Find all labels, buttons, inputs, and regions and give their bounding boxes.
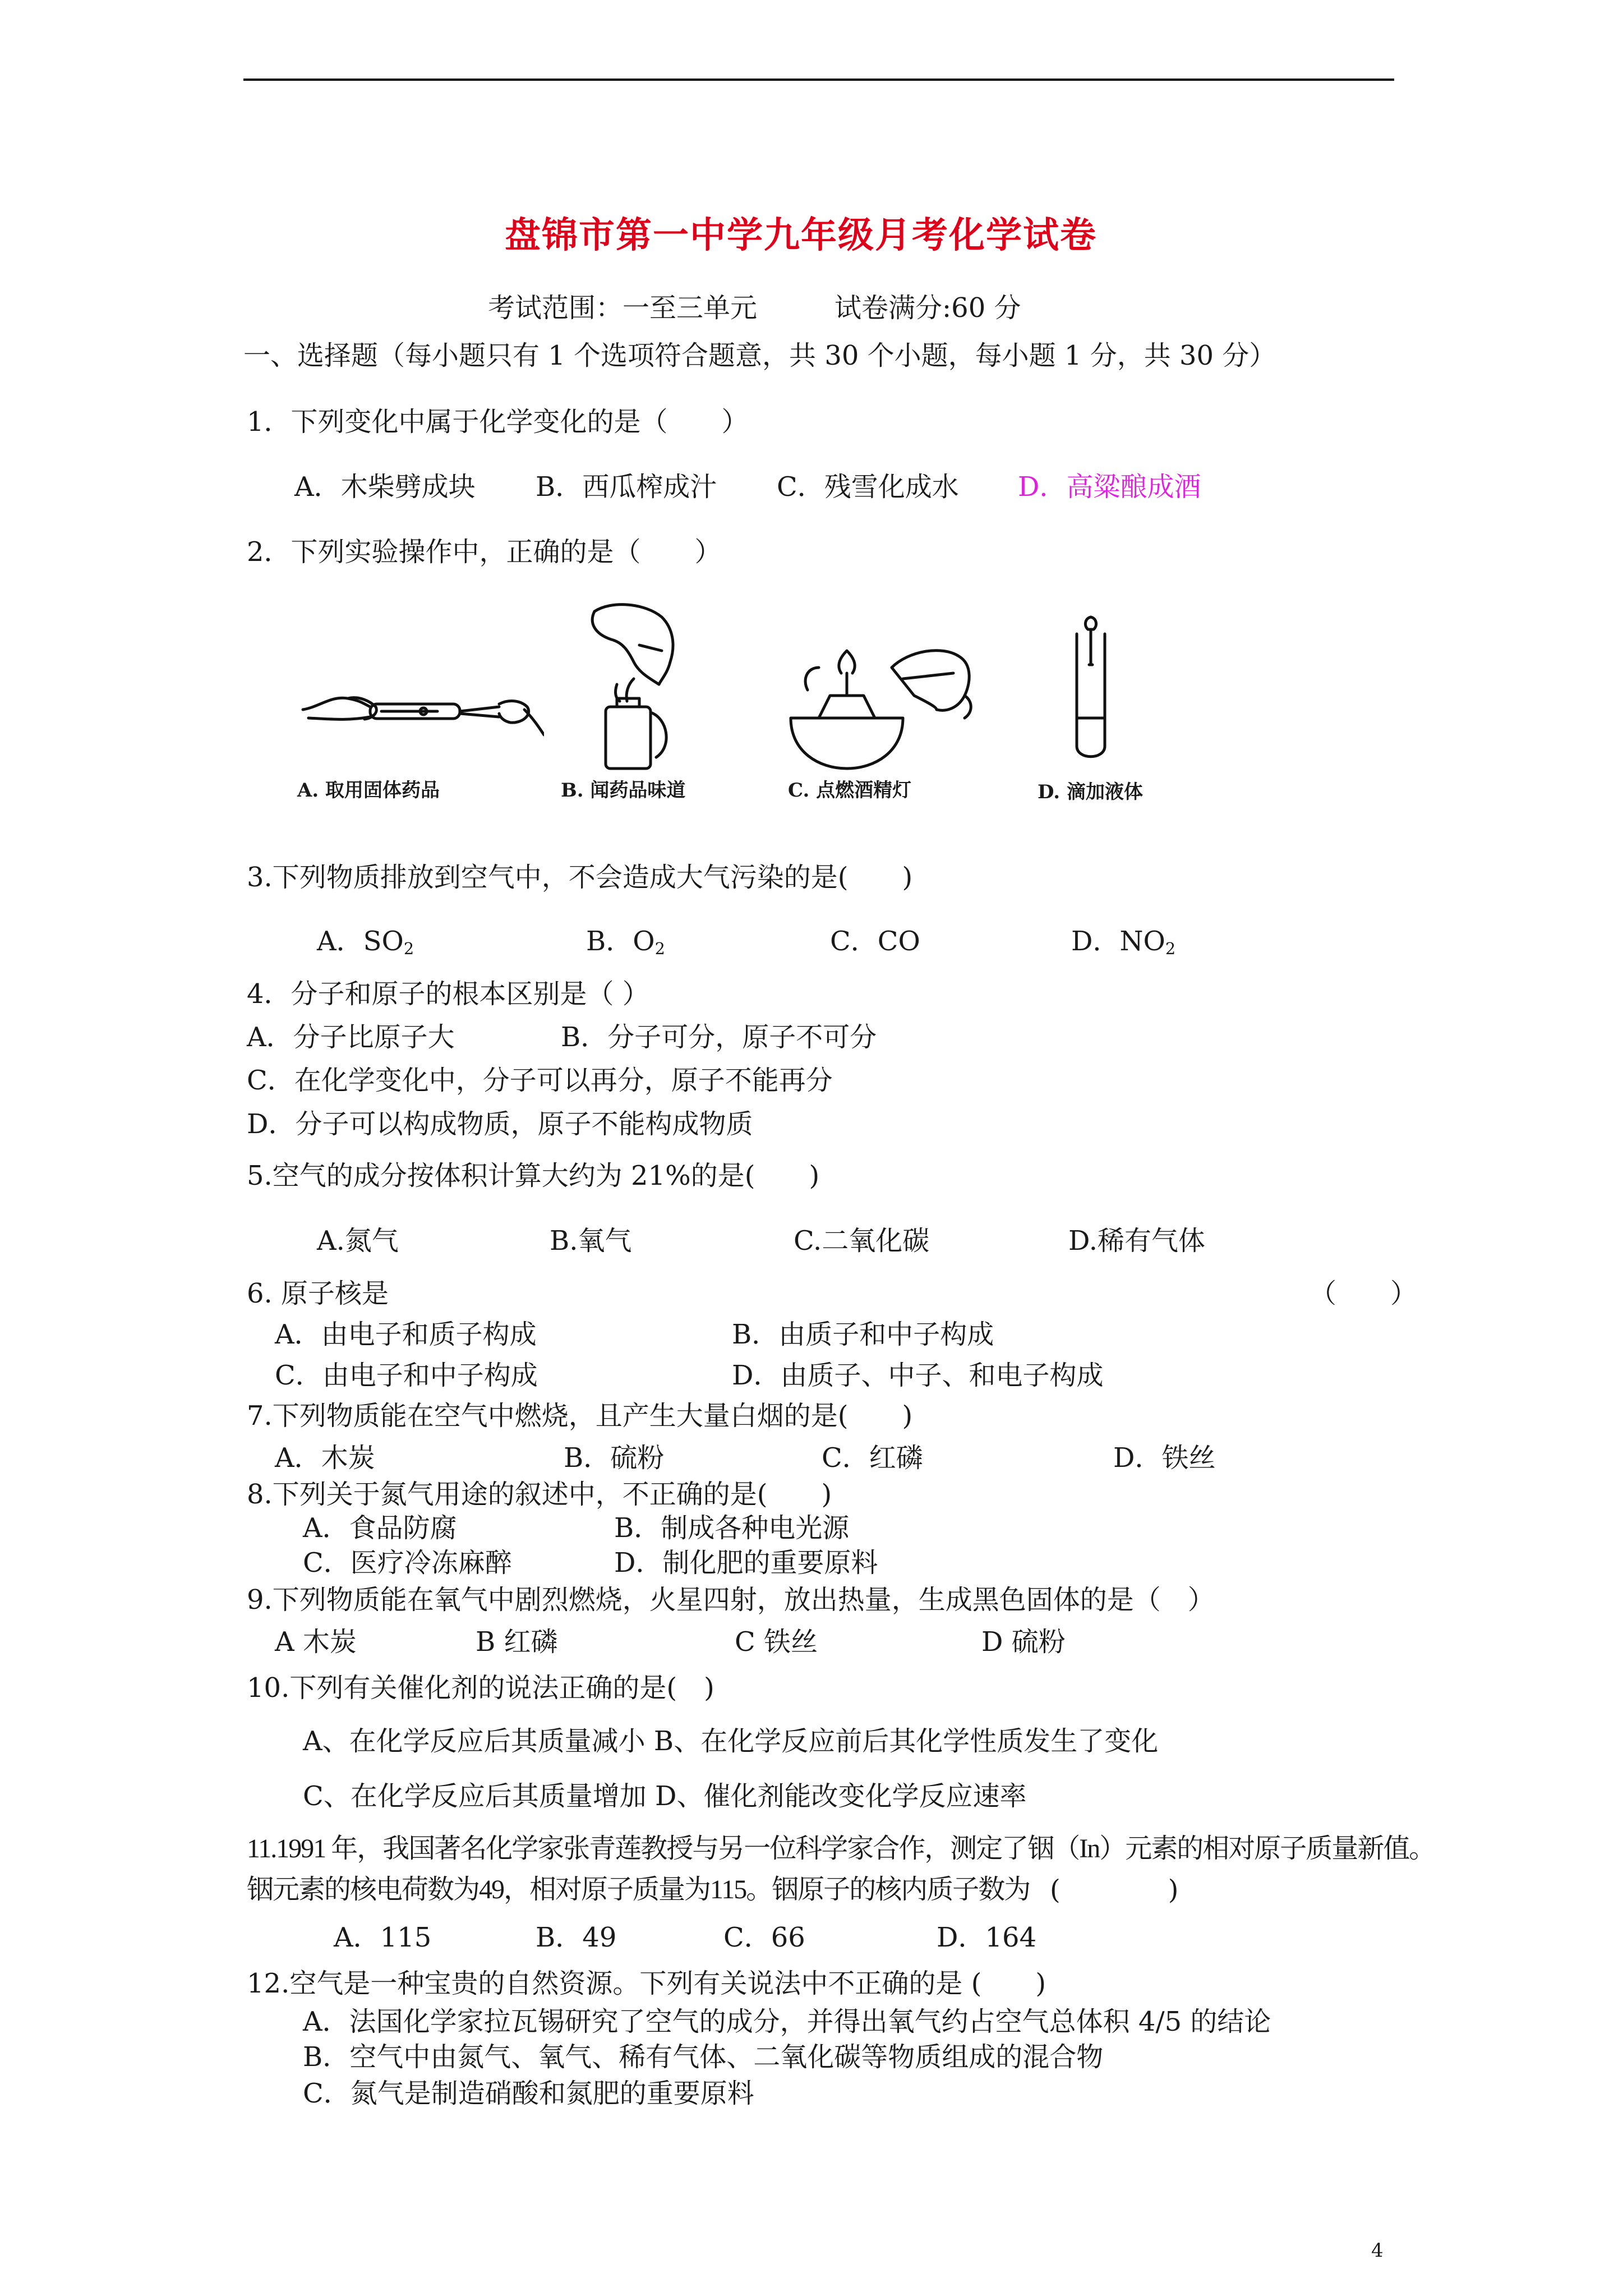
question-12-option-c: C．氮气是制造硝酸和氮肥的重要原料	[303, 2078, 754, 2109]
question-11-option-d: D．164	[937, 1922, 1037, 1953]
question-9-stem: 9.下列物质能在氧气中剧烈燃烧，火星四射，放出热量，生成黑色固体的是（ ）	[247, 1584, 1215, 1616]
question-4-option-b: B．分子可分，原子不可分	[561, 1022, 877, 1053]
question-10-options-ab: A、在化学反应后其质量减小 B、在化学反应前后其化学性质发生了变化	[303, 1726, 1159, 1757]
question-8-option-d: D．制化肥的重要原料	[614, 1547, 878, 1579]
question-12-option-a: A．法国化学家拉瓦锡研究了空气的成分，并得出氧气约占空气总体积 4/5 的结论	[303, 2006, 1271, 2037]
question-5-option-a: A.氮气	[317, 1225, 399, 1257]
question-12-stem: 12.空气是一种宝贵的自然资源。下列有关说法中不正确的是 ( )	[247, 1968, 1046, 1999]
alcohol-lamp-icon	[780, 634, 981, 774]
question-6-option-d: D．由质子、中子、和电子构成	[732, 1360, 1104, 1391]
question-3-option-b: B．$O_2$	[586, 926, 665, 959]
question-12-option-b: B．空气中由氮气、氧气、稀有气体、二氧化碳等物质组成的混合物	[303, 2041, 1104, 2073]
question-6-option-c: C．由电子和中子构成	[275, 1360, 538, 1391]
tweezers-test-tube-icon	[297, 673, 544, 740]
question-10-stem: 10.下列有关催化剂的说法正确的是( )	[247, 1672, 714, 1704]
dropper-test-tube-icon	[1066, 611, 1116, 769]
question-3-option-a: A．$SO_2$	[317, 926, 414, 959]
question-9-option-c: C 铁丝	[735, 1626, 818, 1658]
question-6-option-b: B．由质子和中子构成	[732, 1319, 994, 1350]
question-8-option-a: A．食品防腐	[303, 1512, 457, 1544]
figure-d-caption: D. 滴加液体	[1038, 781, 1143, 803]
question-9-option-b: B 红磷	[476, 1626, 558, 1658]
question-1-option-c: C．残雪化成水	[777, 471, 959, 503]
question-4-stem: 4．分子和原子的根本区别是（ ）	[247, 978, 649, 1010]
question-5-stem: 5.空气的成分按体积计算大约为 21%的是( )	[247, 1160, 820, 1191]
exam-range: 考试范围：一至三单元	[488, 292, 758, 324]
question-8-option-c: C．医疗冷冻麻醉	[303, 1547, 512, 1579]
question-5-option-d: D.稀有气体	[1068, 1225, 1206, 1257]
question-7-option-b: B．硫粉	[564, 1442, 665, 1474]
exam-score: 试卷满分:60 分	[834, 292, 1021, 324]
question-8-stem: 8.下列关于氮气用途的叙述中，不正确的是( )	[247, 1479, 832, 1510]
question-4-option-c: C．在化学变化中，分子可以再分，原子不能再分	[247, 1065, 833, 1096]
question-1-option-b: B．西瓜榨成汁	[536, 471, 717, 503]
question-7-option-c: C．红磷	[822, 1442, 923, 1474]
question-11-stem-line2: 铟元素的核电荷数为49，相对原子质量为115。铟原子的核内质子数为	[247, 1875, 1030, 1904]
figure-c-caption: C. 点燃酒精灯	[788, 779, 912, 802]
question-3-stem: 3.下列物质排放到空气中，不会造成大气污染的是( )	[247, 862, 913, 893]
question-5-option-b: B.氧气	[550, 1225, 632, 1257]
question-10-options-cd: C、在化学反应后其质量增加 D、催化剂能改变化学反应速率	[303, 1780, 1027, 1812]
question-1-option-d: D．高粱酿成酒	[1018, 471, 1201, 503]
question-9-option-a: A 木炭	[275, 1626, 357, 1658]
question-3-option-d: D．$NO_2$	[1071, 926, 1176, 959]
question-1-option-a: A．木柴劈成块	[294, 471, 476, 503]
question-7-stem: 7.下列物质能在空气中燃烧，且产生大量白烟的是( )	[247, 1400, 913, 1432]
question-2-stem: 2．下列实验操作中，正确的是（ ）	[247, 536, 722, 568]
question-9-option-d: D 硫粉	[981, 1626, 1066, 1658]
question-6-answer-paren: （ ）	[1310, 1278, 1418, 1309]
page-number: 4	[1371, 2239, 1384, 2262]
smelling-bottle-icon	[578, 600, 707, 774]
question-8-option-b: B．制成各种电光源	[614, 1512, 850, 1544]
question-6-option-a: A．由电子和质子构成	[275, 1319, 537, 1350]
header-rule	[243, 79, 1394, 81]
question-11-option-b: B．49	[536, 1922, 617, 1953]
question-11-option-a: A．115	[334, 1922, 432, 1953]
section-heading: 一、选择题（每小题只有 1 个选项符合题意，共 30 个小题，每小题 1 分，共 30 分）	[243, 340, 1276, 371]
question-4-option-d: D．分子可以构成物质，原子不能构成物质	[247, 1108, 753, 1140]
question-4-option-a: A．分子比原子大	[247, 1022, 455, 1053]
question-11-stem-line1: 11.1991 年，我国著名化学家张青莲教授与另一位科学家合作，测定了铟（In）元素的相对原子质量新值。	[247, 1834, 1435, 1864]
question-3-option-c: C．CO	[830, 926, 920, 957]
figure-a-caption: A. 取用固体药品	[297, 779, 440, 802]
question-7-option-a: A．木炭	[275, 1442, 375, 1474]
question-6-stem: 6. 原子核是	[247, 1278, 389, 1309]
figure-b-caption: B. 闻药品味道	[561, 779, 686, 802]
question-11-answer-paren: ( )	[1050, 1874, 1179, 1906]
question-1-stem: 1．下列变化中属于化学变化的是（ ）	[247, 406, 749, 438]
question-11-option-c: C．66	[723, 1922, 805, 1953]
question-7-option-d: D．铁丝	[1113, 1442, 1216, 1474]
question-5-option-c: C.二氧化碳	[794, 1225, 930, 1257]
exam-title: 盘锦市第一中学九年级月考化学试卷	[505, 214, 1097, 256]
